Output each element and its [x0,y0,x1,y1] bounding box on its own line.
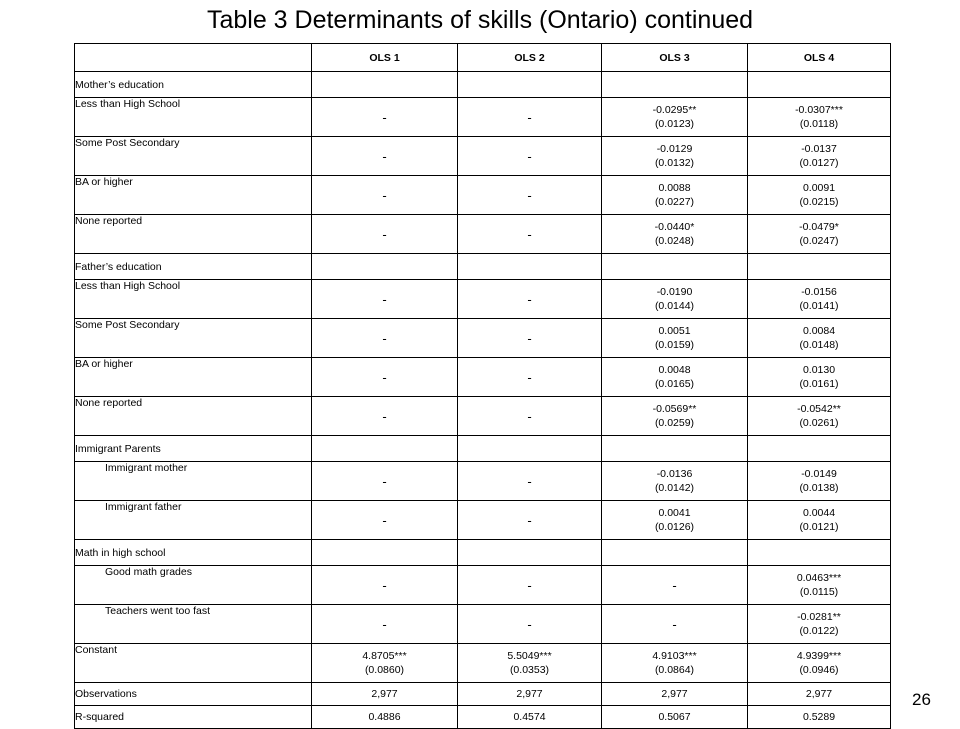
standard-error: (0.0946) [799,664,839,676]
standard-error: (0.0353) [509,664,550,676]
section-row [75,540,891,566]
standard-error: (0.0259) [654,417,695,429]
dash-cell: - [458,215,602,254]
row-label: Immigrant Parents [75,436,312,462]
table-header-row [75,44,891,72]
section-row [75,436,891,462]
row-label: Some Post Secondary [75,137,312,176]
value-cell [748,215,891,254]
value-cell [602,462,748,501]
dash-cell: - [602,566,748,605]
page-number: 26 [912,690,931,709]
dash-cell: - [312,501,458,540]
value-cell [458,644,602,683]
coefficient: -0.0137 [801,143,837,155]
standard-error: (0.0161) [799,378,839,390]
row-label: None reported [75,215,312,254]
dash-cell: - [312,397,458,436]
standard-error: (0.0165) [654,378,695,390]
coefficient: 0.0084 [802,325,836,337]
coefficient: 0.0088 [658,182,691,194]
row-label: None reported [75,397,312,436]
empty-cell [312,254,458,280]
table-row [75,319,891,358]
value-cell [748,98,891,137]
row-label: Mother’s education [75,72,312,98]
row-label: BA or higher [75,176,312,215]
standard-error: (0.0127) [799,157,839,169]
dash-cell: - [458,358,602,397]
coefficient: 0.5067 [658,711,691,723]
value-cell [602,358,748,397]
value-cell [602,397,748,436]
empty-cell [748,540,891,566]
dash-cell: - [458,501,602,540]
value-cell [748,358,891,397]
standard-error: (0.0860) [364,664,405,676]
standard-error: (0.0126) [654,521,695,533]
standard-error: (0.0141) [799,300,839,312]
dash-cell: - [458,462,602,501]
dash-cell: - [458,176,602,215]
empty-cell [312,72,458,98]
value-cell [602,280,748,319]
coefficient: 5.5049*** [507,650,552,662]
row-label: Father’s education [75,254,312,280]
dash-cell: - [312,176,458,215]
value-cell [602,215,748,254]
empty-cell [458,436,602,462]
value-cell [602,137,748,176]
row-label: Immigrant mother [75,462,312,501]
dash-cell: - [312,605,458,644]
value-cell [458,706,602,729]
standard-error: (0.0261) [799,417,839,429]
row-label: Some Post Secondary [75,319,312,358]
standard-error: (0.0148) [799,339,839,351]
dash-cell: - [312,215,458,254]
value-cell [748,176,891,215]
value-cell [312,644,458,683]
dash-cell: - [312,462,458,501]
coefficient: -0.0569** [652,403,697,415]
empty-cell [602,72,748,98]
dash-cell: - [458,98,602,137]
value-cell [602,683,748,706]
empty-cell [312,436,458,462]
value-cell [602,644,748,683]
row-label: BA or higher [75,358,312,397]
coefficient: -0.0281** [797,611,841,623]
value-cell [312,683,458,706]
row-label: Constant [75,644,312,683]
row-label: Observations [75,683,312,706]
coefficient: -0.0295** [652,104,697,116]
value-cell [748,644,891,683]
row-label: R-squared [75,706,312,729]
coefficient: 4.9103*** [652,650,697,662]
value-cell [602,501,748,540]
value-cell [602,706,748,729]
row-label: Math in high school [75,540,312,566]
value-cell [748,397,891,436]
section-row [75,72,891,98]
results-table [74,43,891,729]
standard-error: (0.0247) [799,235,839,247]
empty-cell [748,254,891,280]
standard-error: (0.0121) [799,521,839,533]
dash-cell: - [458,605,602,644]
standard-error: (0.0144) [654,300,695,312]
empty-cell [458,72,602,98]
dash-cell: - [458,280,602,319]
empty-cell [748,72,891,98]
coefficient: 0.4574 [513,711,546,723]
dash-cell: - [458,137,602,176]
table-row [75,397,891,436]
coefficient: -0.0129 [656,143,693,155]
row-label: Good math grades [75,566,312,605]
coefficient: 2,977 [371,688,398,700]
table-row [75,98,891,137]
coefficient: 2,977 [805,688,833,700]
standard-error: (0.0123) [654,118,695,130]
standard-error: (0.0215) [799,196,839,208]
coefficient: 2,977 [661,688,688,700]
summary-row [75,683,891,706]
coefficient: -0.0479* [799,221,839,233]
summary-row [75,706,891,729]
value-cell [312,706,458,729]
coefficient: -0.0149 [801,468,837,480]
coefficient: 4.9399*** [796,650,842,662]
dash-cell: - [312,98,458,137]
standard-error: (0.0159) [654,339,695,351]
table-row [75,137,891,176]
coefficient: 0.5289 [802,711,836,723]
table-row [75,501,891,540]
coefficient: 0.4886 [368,711,401,723]
coefficient: 0.0463*** [796,572,842,584]
value-cell [748,319,891,358]
page-title: Table 3 Determinants of skills (Ontario) continued [206,6,754,34]
dash-cell: - [458,566,602,605]
table-row [75,566,891,605]
table-row [75,176,891,215]
dash-cell: - [458,319,602,358]
dash-cell: - [312,566,458,605]
coefficient: 2,977 [516,688,543,700]
value-cell [748,280,891,319]
standard-error: (0.0122) [799,625,839,637]
standard-error: (0.0227) [654,196,695,208]
dash-cell: - [312,358,458,397]
header-cell-ols3: OLS 3 [602,44,748,72]
coefficient: 0.0091 [802,182,836,194]
value-cell [748,501,891,540]
value-cell [458,683,602,706]
coefficient: -0.0542** [797,403,841,415]
coefficient: 0.0041 [658,507,691,519]
standard-error: (0.0142) [654,482,695,494]
empty-cell [458,254,602,280]
empty-cell [748,436,891,462]
coefficient: 4.8705*** [362,650,407,662]
table-body [75,72,891,729]
coefficient: -0.0190 [656,286,693,298]
empty-cell [602,254,748,280]
standard-error: (0.0115) [799,586,839,598]
dash-cell: - [458,397,602,436]
standard-error: (0.0248) [654,235,695,247]
value-cell [748,706,891,729]
coefficient: -0.0156 [801,286,837,298]
row-label: Immigrant father [75,501,312,540]
coefficient: -0.0136 [656,468,693,480]
coefficient: 0.0051 [658,325,691,337]
row-label: Less than High School [75,280,312,319]
table-row [75,462,891,501]
table-row [75,605,891,644]
header-cell-ols2: OLS 2 [458,44,602,72]
value-cell [748,683,891,706]
dash-cell: - [312,137,458,176]
table-row [75,280,891,319]
table-row [75,644,891,683]
header-cell-ols4: OLS 4 [748,44,891,72]
standard-error: (0.0138) [799,482,839,494]
table-row [75,358,891,397]
dash-cell: - [602,605,748,644]
empty-cell [602,436,748,462]
standard-error: (0.0864) [654,664,695,676]
value-cell [748,462,891,501]
value-cell [748,566,891,605]
empty-cell [312,540,458,566]
value-cell [602,319,748,358]
coefficient: -0.0440* [654,221,695,233]
table-row [75,215,891,254]
value-cell [748,137,891,176]
coefficient: 0.0044 [802,507,836,519]
empty-cell [602,540,748,566]
row-label: Less than High School [75,98,312,137]
coefficient: -0.0307*** [795,104,843,116]
coefficient: 0.0048 [658,364,691,376]
header-cell-blank [75,44,312,72]
header-cell-ols1: OLS 1 [312,44,458,72]
coefficient: 0.0130 [802,364,836,376]
standard-error: (0.0132) [654,157,695,169]
value-cell [602,98,748,137]
dash-cell: - [312,280,458,319]
empty-cell [458,540,602,566]
section-row [75,254,891,280]
value-cell [602,176,748,215]
standard-error: (0.0118) [799,118,839,130]
value-cell [748,605,891,644]
dash-cell: - [312,319,458,358]
row-label: Teachers went too fast [75,605,312,644]
